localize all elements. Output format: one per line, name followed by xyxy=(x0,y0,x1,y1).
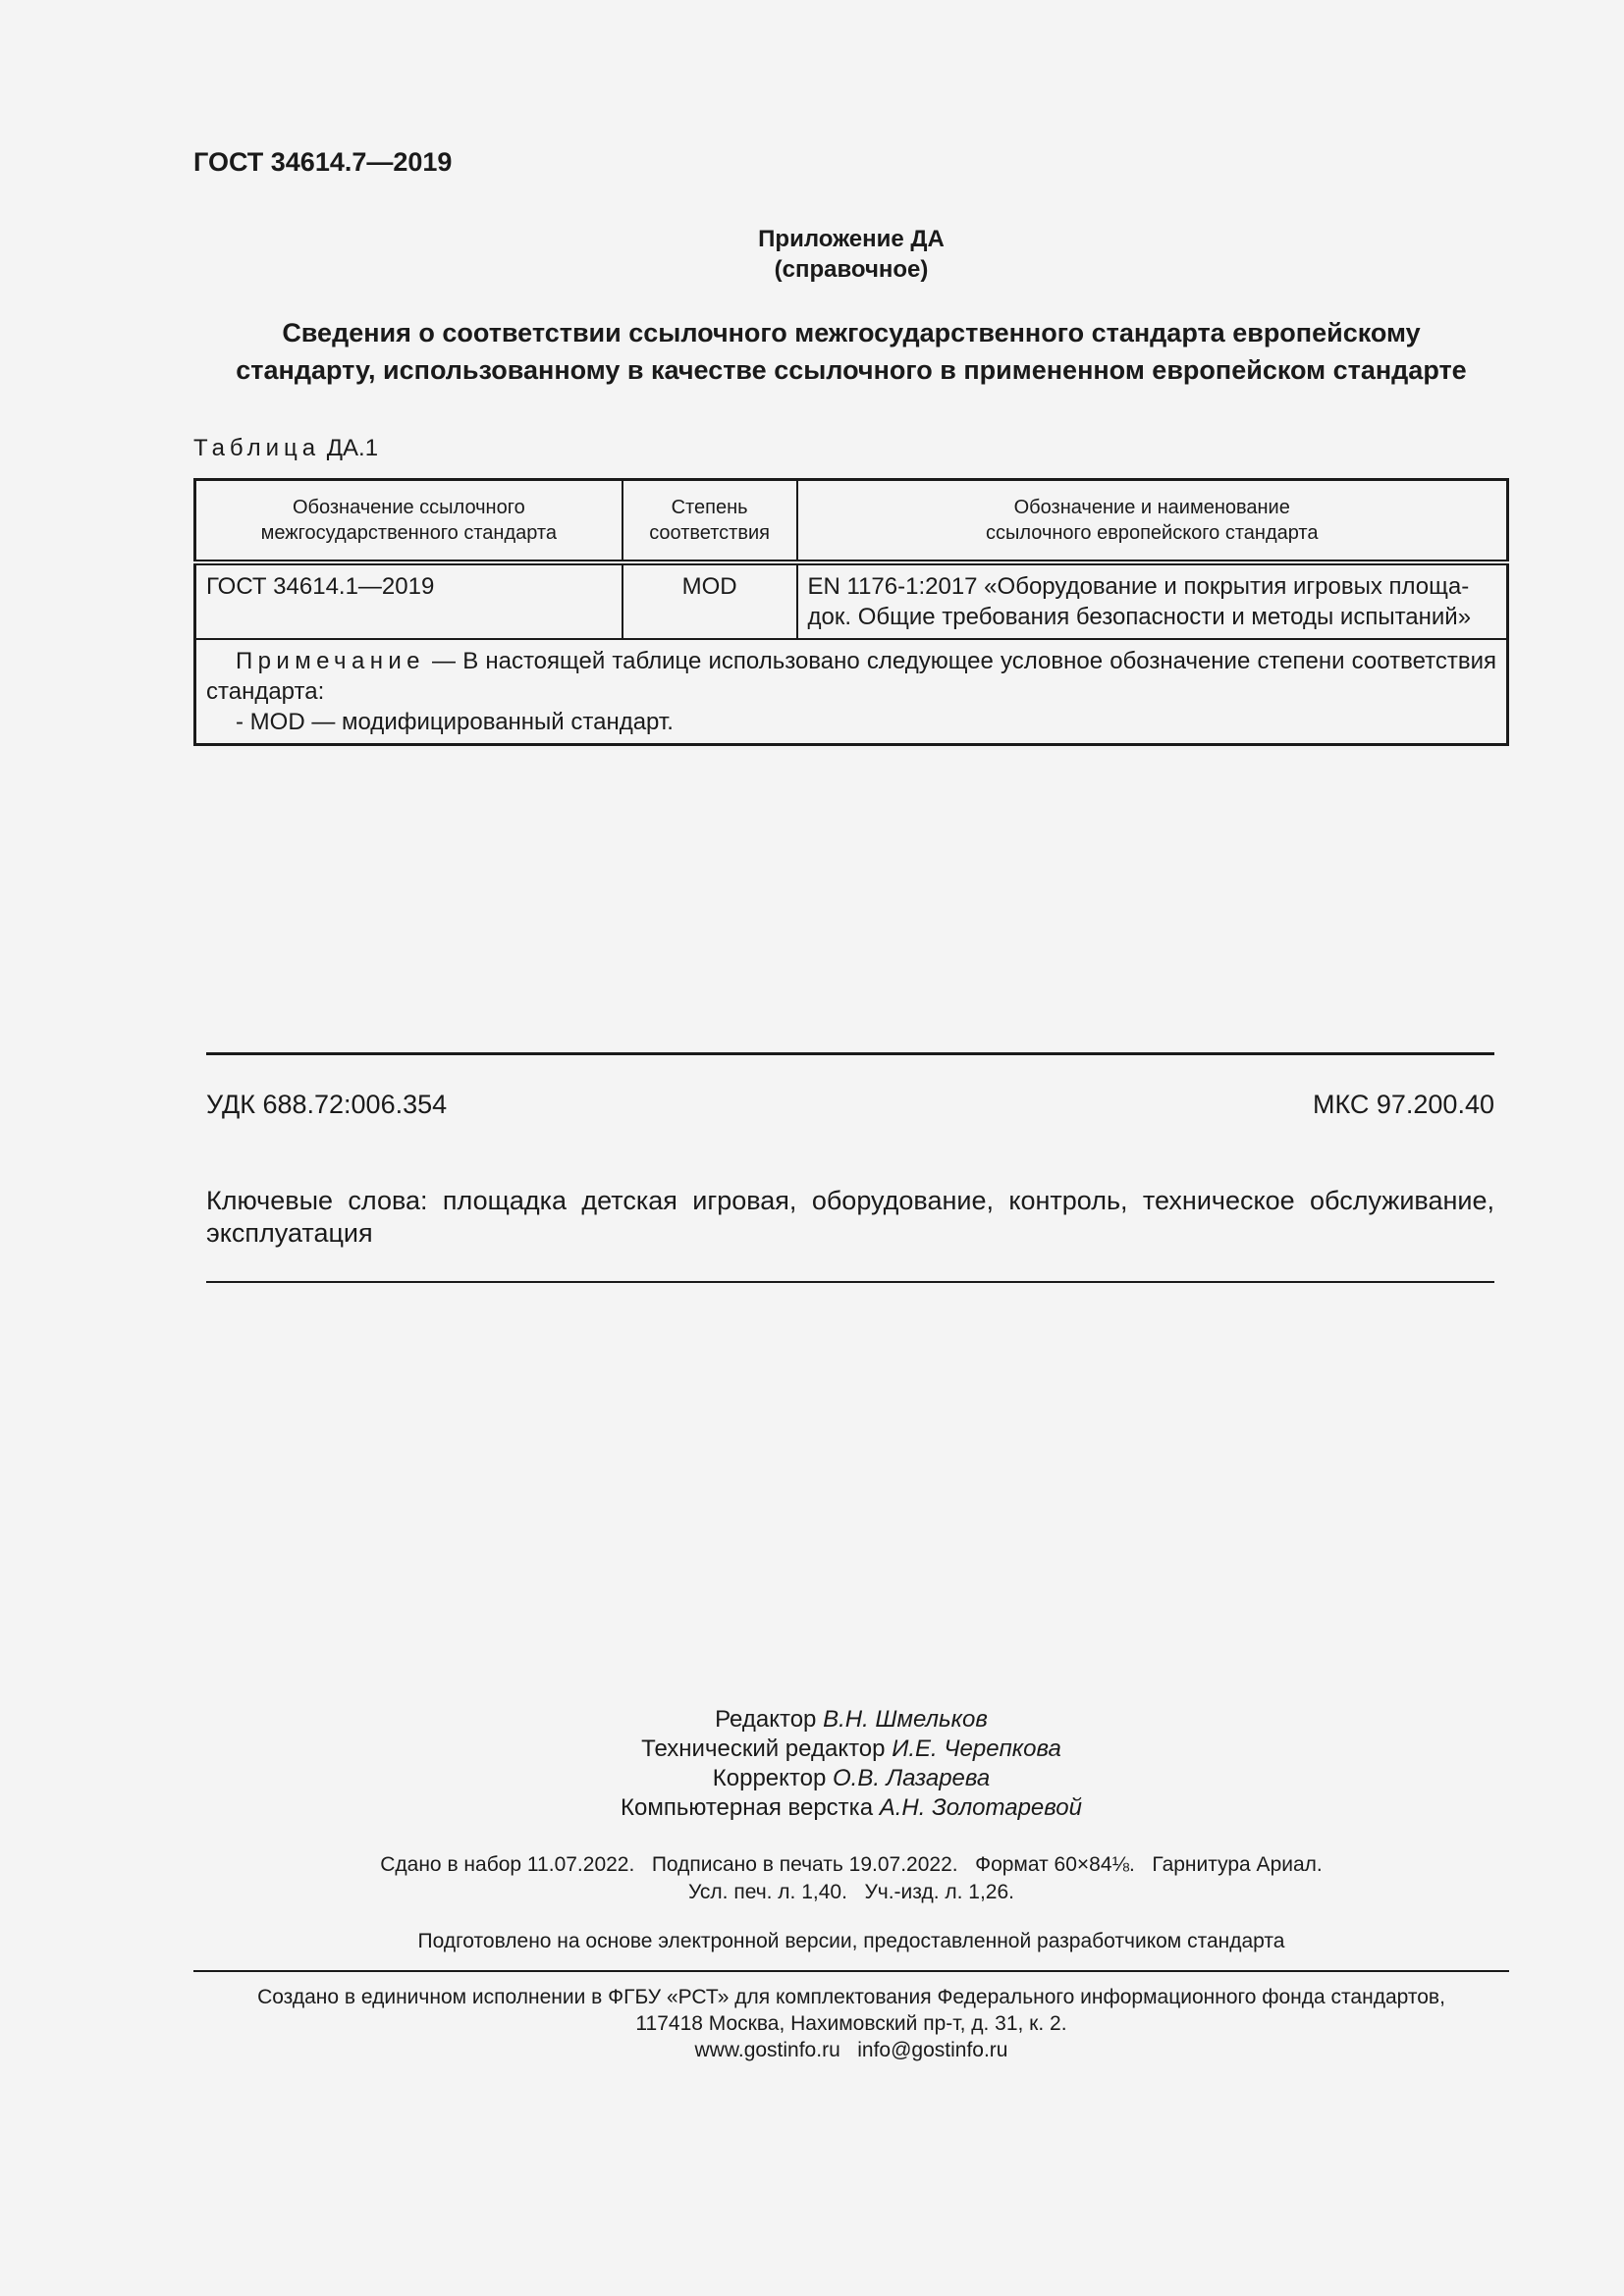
credits xyxy=(193,1705,1509,1823)
footer-line-2: 117418 Москва, Нахимовский пр-т, д. 31, к. 2. xyxy=(635,2012,1067,2035)
appendix-heading xyxy=(193,224,1509,285)
table-caption-number: ДА.1 xyxy=(326,435,379,461)
note-text: — В настоящей таблице использовано следующее условное обозначение степени соответствия стандарта: xyxy=(206,648,1496,705)
header-degree: Степень соответствия xyxy=(623,480,797,563)
credit-tech-editor: Технический редактор И.Е. Черепкова xyxy=(641,1735,1061,1762)
imprint-line-1: Сдано в набор 11.07.2022. Подписано в печать 19.07.2022. Формат 60×84⅛. Гарнитура Ариал. xyxy=(380,1853,1323,1876)
table-caption xyxy=(193,435,378,462)
publisher-footer xyxy=(193,1984,1509,2063)
imprint-line-2: Усл. печ. л. 1,40. Уч.-изд. л. 1,26. xyxy=(687,1881,1014,1903)
table-row xyxy=(195,562,1508,639)
header-ref-standard: Обозначение ссылочного межгосударственного стандарта xyxy=(195,480,623,563)
reference-table-container xyxy=(193,478,1509,746)
note-item: - MOD — модифицированный стандарт. xyxy=(236,709,674,735)
table-header-row xyxy=(195,480,1508,563)
appendix-title-line-2: стандарту, использованному в качестве ссылочного в примененном европейском стандарте xyxy=(236,355,1467,385)
document-code: ГОСТ 34614.7—2019 xyxy=(193,147,453,177)
footer-links[interactable]: www.gostinfo.ru info@gostinfo.ru xyxy=(694,2039,1008,2061)
divider-bottom xyxy=(206,1281,1494,1283)
prepared-note: Подготовлено на основе электронной версии, предоставленной разработчиком стандарта xyxy=(417,1930,1285,1952)
divider-footer xyxy=(193,1970,1509,1972)
table-note xyxy=(195,639,1508,745)
cell-degree: MOD xyxy=(623,562,797,639)
divider-top xyxy=(206,1052,1494,1055)
appendix-label: Приложение ДА xyxy=(758,226,945,252)
appendix-title xyxy=(193,314,1509,389)
udk-code: УДК 688.72:006.354 xyxy=(206,1090,448,1119)
keywords: Ключевые слова: площадка детская игровая, оборудование, контроль, техническое обслуживание, эксплуатация xyxy=(206,1186,1494,1248)
appendix-title-line-1: Сведения о соответствии ссылочного межгосударственного стандарта европейскому xyxy=(282,318,1421,347)
credit-layout: Компьютерная верстка А.Н. Золотаревой xyxy=(621,1794,1082,1821)
credit-editor: Редактор В.Н. Шмельков xyxy=(715,1706,988,1733)
table-caption-word: Таблица xyxy=(193,435,321,461)
credit-proofreader: Корректор О.В. Лазарева xyxy=(712,1765,991,1791)
mks-code: МКС 97.200.40 xyxy=(1312,1090,1494,1119)
footer-line-1: Создано в единичном исполнении в ФГБУ «РСТ» для комплектования Федерального информационного фонда стандартов, xyxy=(257,1986,1445,2008)
header-european-standard: Обозначение и наименование ссылочного европейского стандарта xyxy=(797,480,1508,563)
appendix-type: (справочное) xyxy=(774,256,929,283)
imprint xyxy=(193,1851,1509,1906)
table-note-row xyxy=(195,639,1508,745)
cell-ref-standard: ГОСТ 34614.1—2019 xyxy=(195,562,623,639)
note-label: Примечание xyxy=(236,648,425,674)
reference-table xyxy=(193,478,1509,746)
cell-european-standard: EN 1176-1:2017 «Оборудование и покрытия игровых площа- док. Общие требования безопасности и методы испытаний» xyxy=(797,562,1508,639)
